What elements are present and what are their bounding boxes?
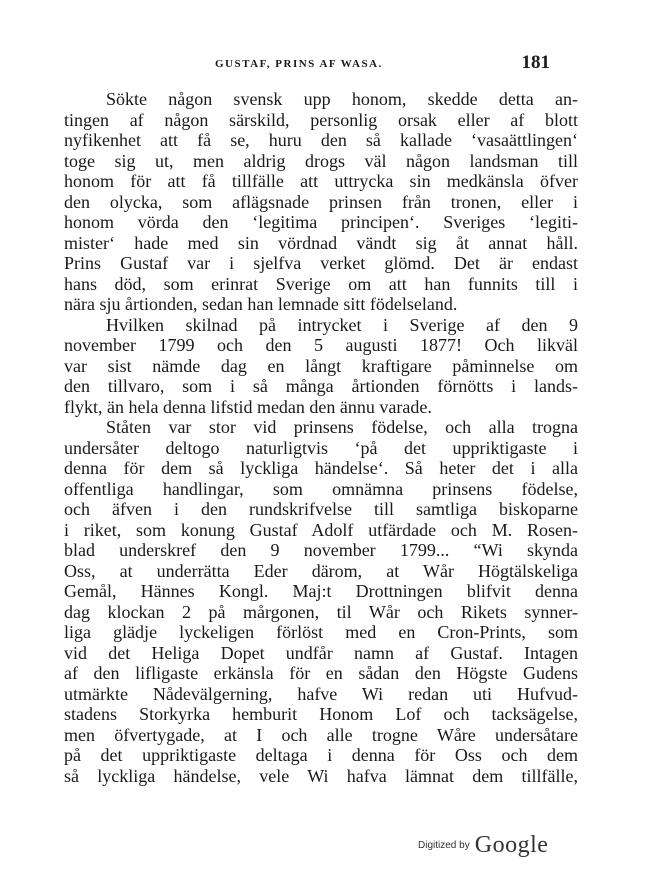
text-line: flykt, än hela denna lifstid medan den ännu varade. <box>64 396 432 417</box>
text-line: utmärkte Nådevälgerning, hafve Wi redan uti Hufvud- <box>64 683 578 704</box>
text-line: denna för dem så lyckliga händelse‘. Så heter det i alla <box>64 458 578 478</box>
page-number: 181 <box>521 52 550 73</box>
text-line: vid det Heliga Dopet undfår namn af Gustaf. Intagen <box>64 642 578 663</box>
text-line: den tillvaro, som i så många årtionden förnötts i lands- <box>64 376 578 396</box>
text-line: och äfven i den rundskrifvelse till samtliga biskoparne <box>64 499 578 519</box>
text-line: på det uppriktigaste deltaga i denna för Oss och dem <box>64 745 578 765</box>
digitized-footer <box>418 832 548 859</box>
digitized-label: Digitized by <box>418 840 470 851</box>
text-line: Oss, at underrätta Eder därom, at Wår Högtälskeliga <box>64 560 578 581</box>
text-line: Prins Gustaf var i sjelfva verket glömd. Det är endast <box>64 253 578 273</box>
text-line: honom för att få tillfälle att uttrycka sin medkänsla öfver <box>64 171 578 191</box>
text-line: offentliga handlingar, som omnämna prinsens födelse, <box>64 478 578 499</box>
text-line: var sist nämde dag en långt kraftigare påminnelse om <box>64 355 578 376</box>
text-line: mister‘ hade med sin vördnad vändt sig åt annat håll. <box>64 232 578 253</box>
running-head: GUSTAF, PRINS AF WASA. <box>215 58 383 70</box>
text-line: Ståten var stor vid prinsens födelse, och alla trogna <box>106 417 578 437</box>
page-header <box>60 52 550 76</box>
text-line: stadens Storkyrka hemburit Honom Lof och tacksägelse, <box>64 704 578 724</box>
text-line: dag klockan 2 på mårgonen, til Wår och Rikets synner- <box>64 601 578 622</box>
text-line: af den lifligaste erkänsla för en sådan den Högste Gudens <box>64 663 578 683</box>
google-logo: Google <box>474 832 549 858</box>
text-line: men öfvertygade, at I och alle trogne Wåre undersåtare <box>64 724 578 745</box>
text-line: i riket, som konung Gustaf Adolf utfärdade och M. Rosen- <box>64 519 578 540</box>
text-line: Hvilken skilnad på intrycket i Sverige af den 9 <box>106 314 578 335</box>
text-line: Gemål, Hännes Kongl. Maj:t Drottningen blifvit denna <box>64 581 578 601</box>
text-line: nyfikenhet att få se, huru den så kallade ‘vasaättlingen‘ <box>64 130 578 150</box>
text-line: så lyckliga händelse, vele Wi hafva lämnat dem tillfälle, <box>64 765 578 786</box>
text-line: nära sju årtionden, sedan han lemnade sitt födelseland. <box>64 294 458 314</box>
text-line: den olycka, som aflägsnade prinsen från tronen, eller i <box>64 191 578 212</box>
text-line: tingen af någon särskild, personlig orsak eller af blott <box>64 109 578 130</box>
text-line: hans död, som erinrat Sverige om att han funnits till i <box>64 273 578 294</box>
text-line: undersåter deltogo naturligtvis ‘på det uppriktigaste i <box>64 437 578 458</box>
text-line: blad underskref den 9 november 1799... “Wi skynda <box>64 540 578 560</box>
text-line: november 1799 och den 5 augusti 1877! Och likväl <box>64 335 578 355</box>
text-line: liga glädje lyckeligen förlöst med en Cron-Prints, som <box>64 622 578 642</box>
body-text <box>64 89 578 786</box>
text-line: toge sig ut, men aldrig drogs väl någon landsman till <box>64 150 578 171</box>
text-line: Sökte någon svensk upp honom, skedde detta an- <box>106 89 578 109</box>
text-line: honom vörda den ‘legitima principen‘. Sveriges ‘legiti- <box>64 212 578 232</box>
